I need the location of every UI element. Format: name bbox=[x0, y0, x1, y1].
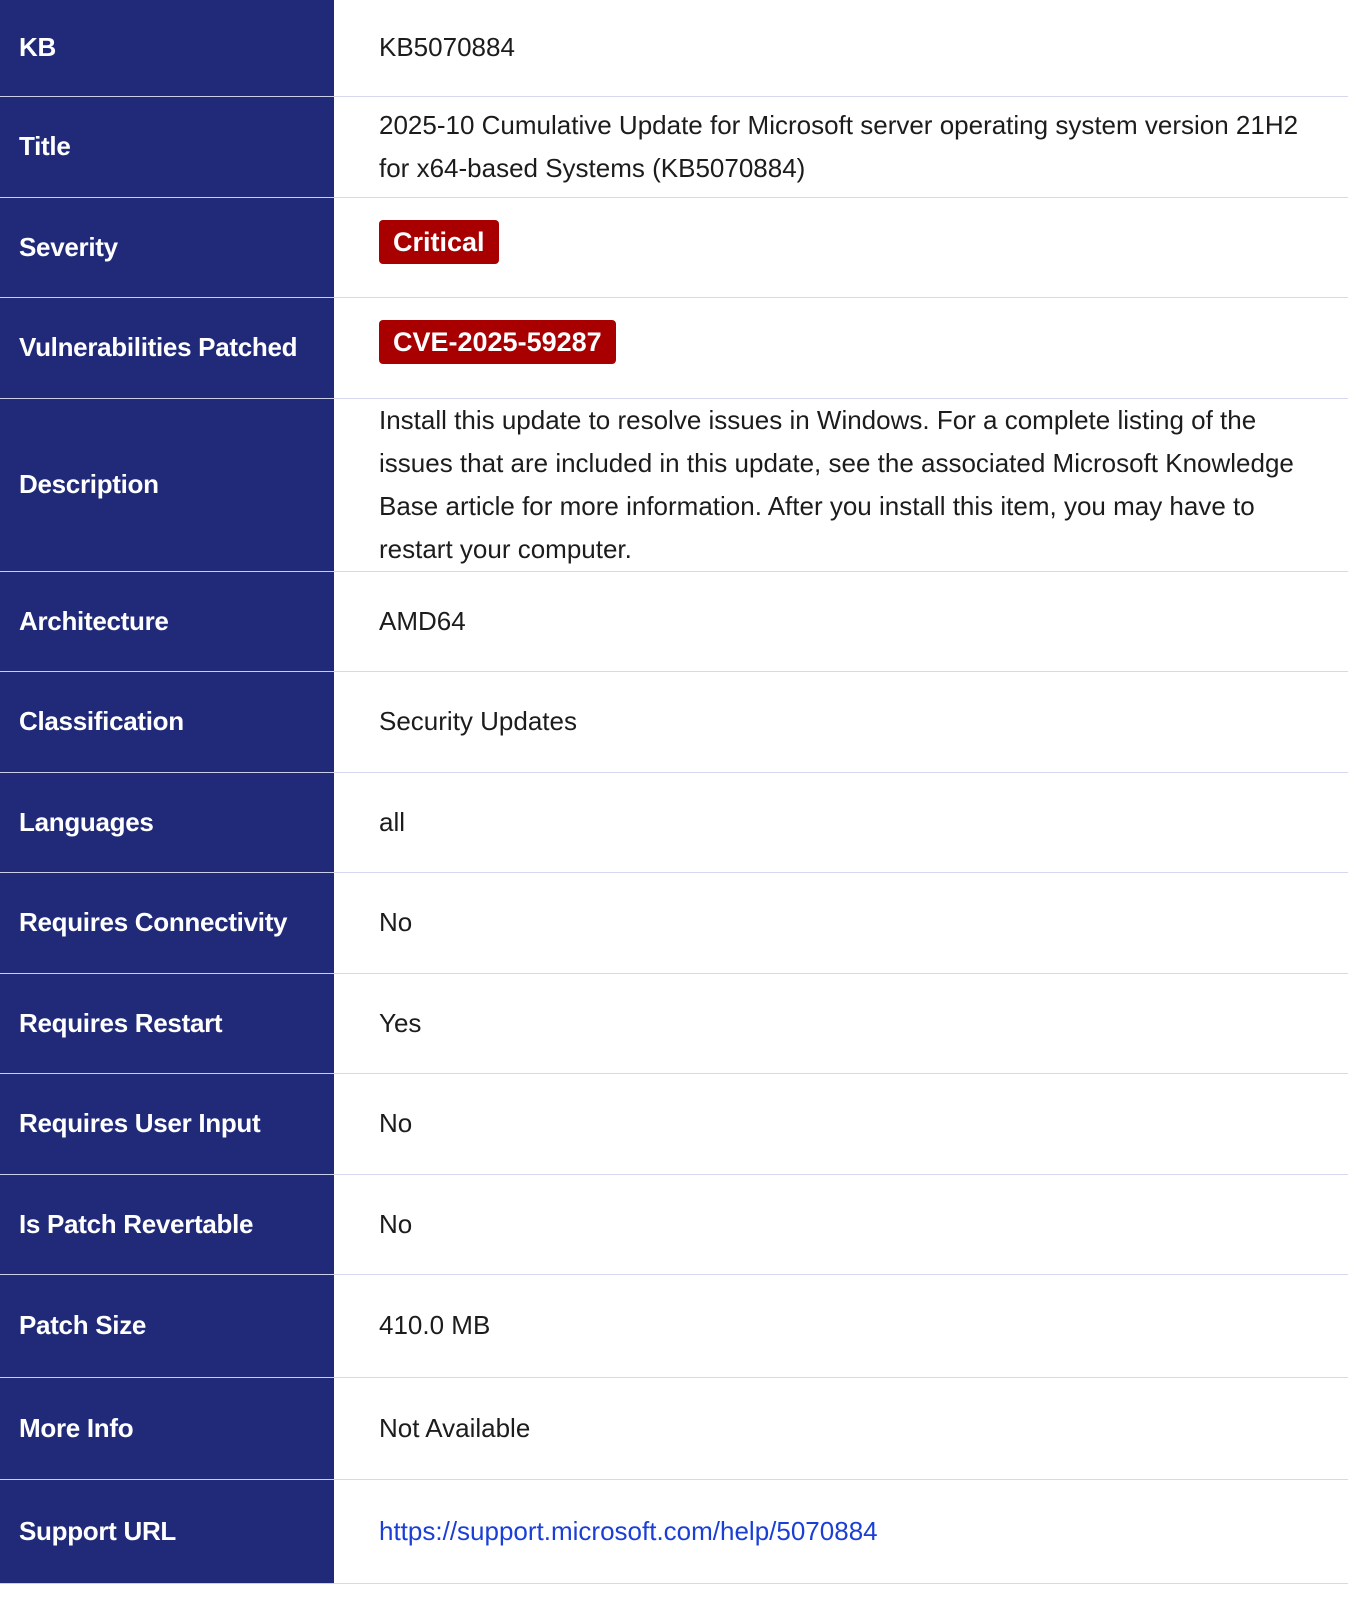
row-architecture bbox=[0, 571, 1348, 671]
row-classification bbox=[0, 671, 1348, 772]
patch-size-value: 410.0 MB bbox=[334, 1274, 1348, 1377]
cve-badge[interactable]: CVE-2025-59287 bbox=[379, 320, 616, 364]
row-kb bbox=[0, 0, 1348, 96]
requires-user-input-value: No bbox=[334, 1073, 1348, 1174]
description-label: Description bbox=[0, 398, 334, 571]
architecture-value: AMD64 bbox=[334, 571, 1348, 671]
kb-label: KB bbox=[0, 0, 334, 96]
kb-value: KB5070884 bbox=[334, 0, 1348, 96]
classification-value: Security Updates bbox=[334, 671, 1348, 772]
row-requires-user-input bbox=[0, 1073, 1348, 1174]
support-url-cell bbox=[334, 1479, 1348, 1583]
requires-restart-label: Requires Restart bbox=[0, 973, 334, 1073]
row-support-url bbox=[0, 1479, 1348, 1583]
severity-badge: Critical bbox=[379, 220, 499, 264]
languages-value: all bbox=[334, 772, 1348, 872]
title-value: 2025-10 Cumulative Update for Microsoft server operating system version 21H2 for x64-based Systems (KB5070884) bbox=[334, 96, 1348, 197]
vulnerabilities-cell bbox=[334, 297, 1348, 398]
is-patch-revertable-value: No bbox=[334, 1174, 1348, 1274]
is-patch-revertable-label: Is Patch Revertable bbox=[0, 1174, 334, 1274]
row-more-info bbox=[0, 1377, 1348, 1479]
more-info-label: More Info bbox=[0, 1377, 334, 1479]
row-requires-restart bbox=[0, 973, 1348, 1073]
requires-restart-value: Yes bbox=[334, 973, 1348, 1073]
row-languages bbox=[0, 772, 1348, 872]
severity-cell bbox=[334, 197, 1348, 297]
description-value: Install this update to resolve issues in Windows. For a complete listing of the issues that are included in this update, see the associated Microsoft Knowledge Base article for more information. After you install this item, you may have to restart your computer. bbox=[334, 398, 1348, 571]
title-label: Title bbox=[0, 96, 334, 197]
row-requires-connectivity bbox=[0, 872, 1348, 973]
row-description bbox=[0, 398, 1348, 571]
row-patch-size bbox=[0, 1274, 1348, 1377]
requires-connectivity-label: Requires Connectivity bbox=[0, 872, 334, 973]
vulnerabilities-label: Vulnerabilities Patched bbox=[0, 297, 334, 398]
classification-label: Classification bbox=[0, 671, 334, 772]
row-is-patch-revertable bbox=[0, 1174, 1348, 1274]
row-severity bbox=[0, 197, 1348, 297]
languages-label: Languages bbox=[0, 772, 334, 872]
support-url-label: Support URL bbox=[0, 1479, 334, 1583]
row-vulnerabilities bbox=[0, 297, 1348, 398]
requires-connectivity-value: No bbox=[334, 872, 1348, 973]
requires-user-input-label: Requires User Input bbox=[0, 1073, 334, 1174]
architecture-label: Architecture bbox=[0, 571, 334, 671]
support-url-link[interactable]: https://support.microsoft.com/help/5070884 bbox=[379, 1515, 878, 1546]
row-title bbox=[0, 96, 1348, 197]
severity-label: Severity bbox=[0, 197, 334, 297]
more-info-value: Not Available bbox=[334, 1377, 1348, 1479]
patch-size-label: Patch Size bbox=[0, 1274, 334, 1377]
